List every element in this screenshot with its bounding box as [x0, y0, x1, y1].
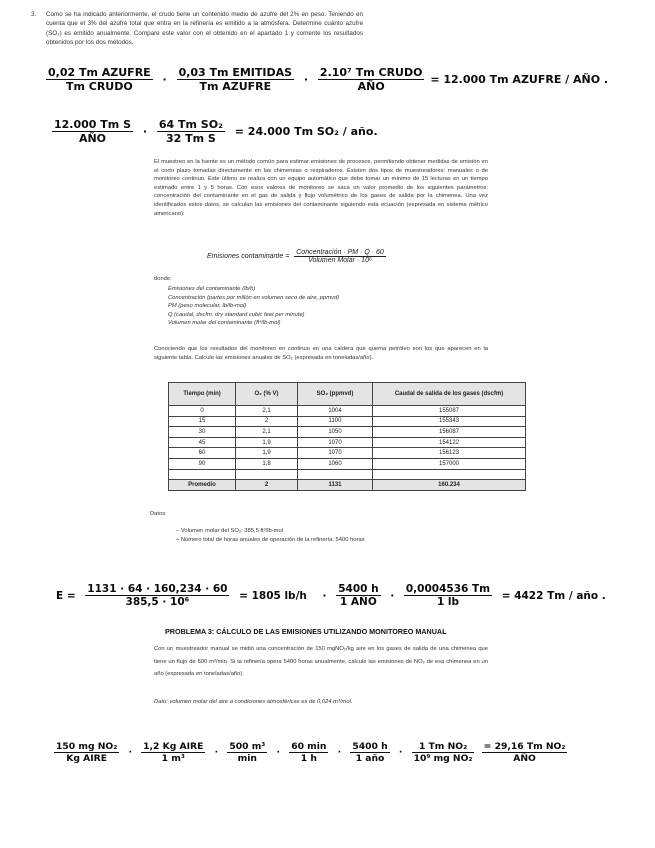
result: = 24.000 Tm SO₂ / año.	[234, 125, 378, 138]
denominator: 1 m³	[161, 753, 185, 764]
dot-operator: ·	[128, 747, 132, 758]
fraction	[141, 741, 205, 764]
fraction	[412, 741, 475, 764]
table-row	[169, 416, 526, 427]
intermediate-result: = 1805 lb/h	[239, 589, 307, 602]
formula-fraction	[294, 249, 386, 264]
monitoring-table	[168, 382, 526, 491]
table-cell: 2,1	[236, 406, 298, 417]
denominator: 1 h	[300, 753, 317, 764]
manual-dato: Dato: volumen molar del aire a condiciones atmosféricas es de 0,024 m³/mol.	[154, 699, 353, 705]
fraction	[54, 741, 119, 764]
handwritten-calc-4	[54, 741, 567, 764]
table-header-row	[169, 383, 526, 406]
table-header: SO₂ (ppmvd)	[298, 383, 373, 406]
denominator: AÑO	[513, 753, 536, 764]
denominator: AÑO	[357, 80, 385, 93]
fraction	[177, 66, 294, 93]
handwritten-calc-2	[52, 118, 384, 145]
numerator: 2.10⁷ Tm CRUDO	[319, 66, 423, 79]
equation-lhs: E =	[56, 589, 76, 602]
definitions-list	[168, 285, 488, 328]
definition-item: Q (caudal, dscfm: dry standard cubic feet per minute)	[168, 311, 305, 318]
dot-operator: ·	[390, 589, 395, 602]
table-cell: 156087	[373, 427, 526, 438]
denominator: 1 año	[355, 753, 385, 764]
table-cell: 1100	[298, 416, 373, 427]
numerator: 1 Tm NO₂	[412, 741, 475, 753]
fraction	[52, 118, 133, 145]
problem3-number: 3.	[31, 11, 37, 18]
definition-item: PM (peso molecular, lb/lb-mol)	[168, 303, 247, 310]
emissions-formula	[207, 249, 386, 264]
problem3-text: Como se ha indicado anteriormente, el crudo tiene un contenido medio de azufre del 2% en peso. Teniendo en cuenta que el 3% del azufre total que entra en la refinería es emitido a la atmósfera. Determine cuánto azufre (SO₂) es emitido anualmente. Compare este valor con el obtenido en el apartado 1 y comente los resultados obtenidos por los dos métodos.	[46, 11, 363, 47]
fraction	[336, 583, 380, 608]
table-cell: 30	[169, 427, 236, 438]
denominator: 385,5 · 10⁶	[125, 596, 190, 608]
dot-operator: ·	[276, 747, 280, 758]
table-cell: 155087	[373, 406, 526, 417]
numerator: 60 min	[291, 741, 327, 752]
denominator: Tm CRUDO	[65, 80, 133, 93]
numerator: 0,03 Tm EMITIDAS	[178, 66, 293, 79]
result: = 12.000 Tm AZUFRE / AÑO .	[430, 73, 609, 86]
denominator: Tm AZUFRE	[199, 80, 272, 93]
formula-lhs: Emisiones contaminante =	[207, 253, 290, 260]
table-cell	[298, 469, 373, 480]
table-cell: 2	[236, 416, 298, 427]
dot-operator: ·	[162, 73, 167, 86]
dot-operator: ·	[398, 747, 403, 758]
numerator: 1131 · 64 · 160,234 · 60	[87, 583, 228, 595]
table-cell: 160.234	[373, 480, 526, 491]
table-row	[169, 437, 526, 448]
table-row	[169, 448, 526, 459]
numerator: 5400 h	[352, 741, 388, 752]
definition-item: Volumen molar del contaminante (ft³/lb-mol)	[168, 320, 281, 327]
table-cell: 1070	[298, 448, 373, 459]
table-cell: 157000	[373, 458, 526, 469]
result-fraction	[482, 741, 568, 764]
datos-item-text: Número total de horas anuales de operación de la refinería: 5400 horas	[180, 536, 365, 543]
table-cell	[236, 469, 298, 480]
donde-label: donde:	[154, 276, 172, 282]
table-row-blank	[169, 469, 526, 480]
fraction	[46, 66, 153, 93]
table-cell	[169, 469, 236, 480]
fraction	[318, 66, 425, 93]
table-row	[169, 406, 526, 417]
table-row	[169, 427, 526, 438]
numerator: 0,02 Tm AZUFRE	[48, 66, 151, 79]
table-row	[169, 458, 526, 469]
definition-item: Concentración (partes por millón en volumen seco de aire, ppmvd)	[168, 294, 340, 301]
result: = 4422 Tm / año .	[501, 589, 606, 602]
table-cell: 45	[169, 437, 236, 448]
numerator: 5400 h	[338, 583, 379, 595]
manual-text: Con un muestreador manual se midió una concentración de 150 mgNO₂/kg aire en los gases de salida de una chimenea que tiene un flujo de 500 m³/min. Si la refinería opera 5400 horas anualmente, calcule las emisiones de NO₂ de esa chimenea en un año (expresada en toneladas/año).	[154, 646, 488, 678]
dot-operator: ·	[214, 747, 219, 758]
numerator: 64 Tm SO₂	[158, 118, 223, 131]
numerator: 12.000 Tm S	[54, 118, 131, 131]
table-cell: 0	[169, 406, 236, 417]
numerator: 0,0004536 Tm	[405, 583, 491, 595]
table-cell: 2,1	[236, 427, 298, 438]
table-cell: 1060	[298, 458, 373, 469]
datos-label: Datos:	[150, 511, 167, 517]
numerator: 1,2 Kg AIRE	[143, 741, 204, 752]
fraction	[227, 741, 267, 764]
handwritten-calc-3	[56, 583, 612, 608]
table-header: Tiempo (min)	[169, 383, 236, 406]
dot-operator: ·	[337, 747, 342, 758]
fraction	[404, 583, 492, 608]
denominator: 10⁹ mg NO₂	[413, 753, 473, 764]
denominator: Kg AIRE	[66, 753, 108, 764]
denominator: min	[237, 753, 257, 764]
manual-title: PROBLEMA 3: CÁLCULO DE LAS EMISIONES UTILIZANDO MONITOREO MANUAL	[165, 627, 447, 636]
table-cell: Promedio	[169, 480, 236, 491]
formula-denominator: Volumen Molar · 10⁶	[308, 257, 372, 264]
fraction	[157, 118, 225, 145]
dot-operator: ·	[142, 125, 148, 138]
handwritten-calc-1	[46, 66, 614, 93]
monitoring-paragraph-2: Conociendo que los resultados del monitoreo en continuo en una caldera que quema petróleo son los que aparecen en la siguiente tabla. Calcule las emisiones anuales de SO₂ (expresada en toneladas/año).	[154, 346, 488, 361]
table-header: O₂ (% V)	[236, 383, 298, 406]
numerator: 150 mg NO₂	[56, 741, 118, 752]
denominator: 1 AÑO	[339, 596, 377, 608]
table-cell: 1,8	[236, 458, 298, 469]
table-cell: 90	[169, 458, 236, 469]
denominator: 32 Tm S	[165, 132, 216, 145]
table-header: Caudal de salida de los gases (dscfm)	[373, 383, 526, 406]
table-cell: 1131	[298, 480, 373, 491]
denominator: AÑO	[78, 132, 107, 145]
fraction	[289, 741, 328, 764]
datos-list	[176, 527, 496, 544]
numerator: 500 m³	[229, 741, 266, 752]
dot-operator: ·	[303, 73, 309, 86]
denominator: 1 lb	[436, 596, 460, 608]
table-cell: 1004	[298, 406, 373, 417]
datos-item: – Número total de horas anuales de operación de la refinería: 5400 horas	[176, 536, 365, 543]
table-cell: 154122	[373, 437, 526, 448]
table-cell: 15	[169, 416, 236, 427]
table-cell: 155343	[373, 416, 526, 427]
table-cell: 2	[236, 480, 298, 491]
datos-item: – Volumen molar del SO₂: 385,5 ft³/lb-mol	[176, 528, 283, 534]
table-cell	[373, 469, 526, 480]
table-cell: 1,9	[236, 437, 298, 448]
table-cell: 156123	[373, 448, 526, 459]
table-cell: 1,9	[236, 448, 298, 459]
table-cell: 1070	[298, 437, 373, 448]
fraction	[350, 741, 389, 764]
table-cell: 1050	[298, 427, 373, 438]
problem3-statement	[33, 10, 363, 48]
table-row-total	[169, 480, 526, 491]
definition-item: Emisiones del contaminante (lb/h)	[168, 286, 256, 292]
numerator: = 29,16 Tm NO₂	[483, 741, 566, 752]
formula-numerator: Concentración · PM · Q · 60	[296, 249, 384, 256]
monitoring-paragraph: El muestreo en la fuente es un método común para estimar emisiones de procesos, permitiendo obtener medidas de emisión en el corto plazo tomadas directamente en las chimeneas o respiraderos. Existen dos tipos de muestreadores: manuales o de monitoreo continuo. Este último se realiza con un equipo automático que debe tomar un mínimo de 15 lecturas en un tiempo estimado entre 1 y 5 horas. Con esos valores de monitoreo se saca un valor promedio de los siguientes parámetros: concentración del contaminante en el gas de salida y flujo volumétrico de los gases de salida por la chimenea. Una vez identificados estos datos, se calculan las emisiones del contaminante siguiendo esta ecuación (expresada en sistema métrico americano):	[154, 159, 488, 217]
fraction	[85, 583, 229, 608]
datos-item-text: Volumen molar del SO₂: 385,5 ft³/lb-mol	[180, 528, 283, 534]
dot-operator: ·	[322, 589, 327, 602]
table-cell: 60	[169, 448, 236, 459]
